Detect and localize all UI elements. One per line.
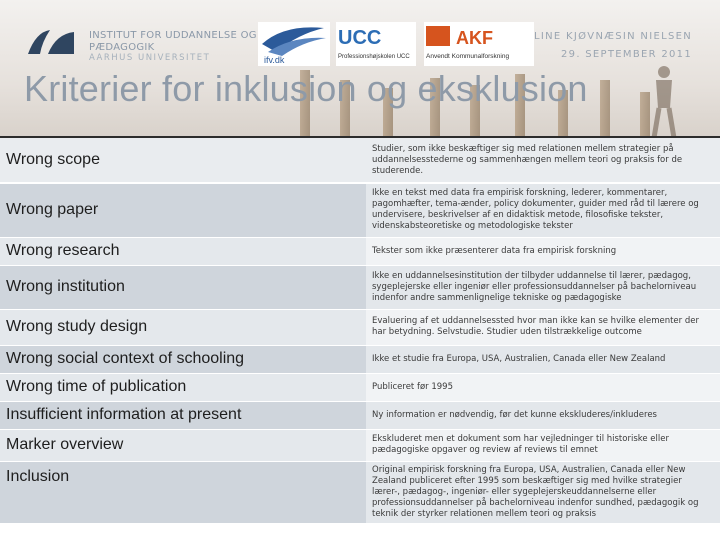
walking-person-image	[644, 62, 684, 140]
ucc-logo-text: UCC	[338, 27, 382, 49]
ucc-logo	[336, 22, 416, 66]
akf-logo-text: AKF	[456, 28, 493, 48]
ifv-logo-text: ifv.dk	[264, 55, 285, 65]
akf-logo-subtitle: Anvendt Kommunalforskning	[426, 53, 510, 60]
criterion-description: Ekskluderet men et dokument som har vejledninger til historiske eller pædagogiske opgaver og review af reviews til emnet	[366, 429, 720, 461]
criterion-label: Wrong paper	[0, 183, 366, 237]
table-row	[0, 373, 720, 401]
criterion-label: Wrong study design	[0, 309, 366, 345]
table-row	[0, 345, 720, 373]
criterion-label: Insufficient information at present	[0, 401, 366, 429]
table-row	[0, 461, 720, 523]
akf-logo	[424, 22, 534, 66]
presentation-date: 29. SEPTEMBER 2011	[561, 49, 692, 60]
criterion-description: Ikke en uddannelsesinstitution der tilbyder uddannelse til lærer, pædagog, sygeplejerske eller ingeniør eller professionsuddannelser på bachelorniveau indenfor andre sammenlignelige tekniske og pædagogiske	[366, 265, 720, 309]
criterion-description: Original empirisk forskning fra Europa, USA, Australien, Canada eller New Zealand publiceret efter 1995 som beskæftiger sig med hvilke strategier lærer-, pædagog-, ingeniør- eller sygeplejerskeuddannelserne eller professionsuddannelser på bachelorniveau indenfor sundhed, pædagogik og teknik der styrker relationen mellem teori og praksis	[366, 461, 720, 523]
criterion-description: Ikke et studie fra Europa, USA, Australien, Canada eller New Zealand	[366, 345, 720, 373]
criterion-label: Wrong institution	[0, 265, 366, 309]
akf-square-icon	[426, 26, 450, 46]
institute-line-1: INSTITUT FOR UDDANNELSE OG	[89, 30, 257, 41]
criterion-label: Inclusion	[0, 461, 366, 523]
table-row	[0, 401, 720, 429]
akf-logo-mark	[424, 22, 534, 66]
ifv-wave-icon	[258, 22, 330, 66]
table-row	[0, 309, 720, 345]
criterion-description: Ikke en tekst med data fra empirisk forskning, lederer, kommentarer, pagomhæfter, tema-ænder, policy dokumenter, guider med råd til lærere og undervisere, beskrivelser af en didaktisk metode, filosofiske tekster, videnskabsteoretiske og metodologiske tekster	[366, 183, 720, 237]
table-row	[0, 429, 720, 461]
author-block	[534, 28, 692, 64]
criterion-label: Marker overview	[0, 429, 366, 461]
aarhus-university-logo-icon	[26, 28, 76, 56]
ucc-logo-mark	[336, 22, 416, 66]
criterion-description: Tekster som ikke præsenterer data fra empirisk forskning	[366, 237, 720, 265]
criterion-description: Ny information er nødvendig, før det kunne ekskluderes/inkluderes	[366, 401, 720, 429]
criterion-label: Wrong time of publication	[0, 373, 366, 401]
table-row	[0, 265, 720, 309]
criterion-label: Wrong scope	[0, 137, 366, 183]
slide-title: Kriterier for inklusion og eksklusion	[24, 68, 588, 109]
criterion-label: Wrong social context of schooling	[0, 345, 366, 373]
table-row	[0, 137, 720, 183]
ucc-logo-subtitle: Professionshøjskolen UCC	[338, 54, 410, 60]
criteria-table	[0, 136, 720, 524]
institute-line-3: AARHUS UNIVERSITET	[89, 53, 211, 63]
table-row	[0, 183, 720, 237]
institute-line-2: PÆDAGOGIK	[89, 41, 155, 53]
wooden-post	[600, 80, 610, 140]
author-name: LINE KJØVNÆSIN NIELSEN	[534, 31, 692, 42]
ifv-logo	[258, 22, 330, 66]
institute-name	[89, 30, 257, 65]
slide-header	[0, 0, 720, 70]
criterion-label: Wrong research	[0, 237, 366, 265]
criterion-description: Publiceret før 1995	[366, 373, 720, 401]
criterion-description: Studier, som ikke beskæftiger sig med relationen mellem strategier på uddannelsesstederne og sammenhængen mellem teori og praksis for de studerende.	[366, 137, 720, 183]
criterion-description: Evaluering af et uddannelsessted hvor man ikke kan se hvilke elementer der har betydning. Selvstudie. Studier uden tilstrækkelige outcome	[366, 309, 720, 345]
table-row	[0, 237, 720, 265]
